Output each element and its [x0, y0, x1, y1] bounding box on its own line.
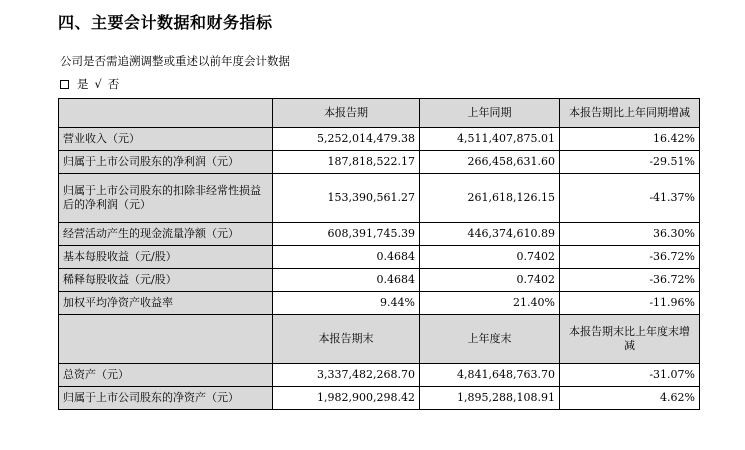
financial-indicators-table	[58, 98, 700, 410]
header-blank-cell	[59, 315, 273, 364]
choice-no-label: 否	[107, 77, 120, 91]
choice-yes-label: 是	[77, 77, 89, 91]
row-label: 总资产（元）	[59, 364, 273, 387]
row-label: 经营活动产生的现金流量净额（元）	[59, 223, 273, 246]
table-row	[59, 223, 700, 246]
header-change: 本报告期比上年同期增减	[560, 99, 700, 128]
current-value: 153,390,561.27	[273, 174, 420, 223]
prior-value: 1,895,288,108.91	[420, 387, 560, 410]
row-label: 稀释每股收益（元/股）	[59, 269, 273, 292]
current-value: 3,337,482,268.70	[273, 364, 420, 387]
prior-value: 261,618,126.15	[420, 174, 560, 223]
change-value: 36.30%	[560, 223, 700, 246]
header-prior-year-end: 上年度末	[420, 315, 560, 364]
change-value: 16.42%	[560, 128, 700, 151]
row-label: 加权平均净资产收益率	[59, 292, 273, 315]
section-heading: 四、主要会计数据和财务指标	[58, 13, 273, 32]
header-period-end: 本报告期末	[273, 315, 420, 364]
restatement-choice	[60, 76, 119, 92]
change-value: -36.72%	[560, 269, 700, 292]
header-current-period: 本报告期	[273, 99, 420, 128]
header-blank-cell	[59, 99, 273, 128]
table-row	[59, 292, 700, 315]
table-row	[59, 174, 700, 223]
row-label: 营业收入（元）	[59, 128, 273, 151]
current-value: 1,982,900,298.42	[273, 387, 420, 410]
table-header-row	[59, 315, 700, 364]
current-value: 9.44%	[273, 292, 420, 315]
checkbox-icon	[60, 80, 69, 89]
current-value: 187,818,522.17	[273, 151, 420, 174]
restatement-question: 公司是否需追溯调整或重述以前年度会计数据	[60, 54, 290, 68]
current-value: 5,252,014,479.38	[273, 128, 420, 151]
table-row	[59, 364, 700, 387]
prior-value: 21.40%	[420, 292, 560, 315]
check-mark-icon: √	[94, 77, 102, 91]
change-value: -11.96%	[560, 292, 700, 315]
change-value: 4.62%	[560, 387, 700, 410]
prior-value: 446,374,610.89	[420, 223, 560, 246]
current-value: 608,391,745.39	[273, 223, 420, 246]
table-row	[59, 151, 700, 174]
prior-value: 4,841,648,763.70	[420, 364, 560, 387]
prior-value: 266,458,631.60	[420, 151, 560, 174]
row-label: 归属于上市公司股东的净利润（元）	[59, 151, 273, 174]
row-label: 归属于上市公司股东的净资产（元）	[59, 387, 273, 410]
change-value: -41.37%	[560, 174, 700, 223]
prior-value: 4,511,407,875.01	[420, 128, 560, 151]
prior-value: 0.7402	[420, 269, 560, 292]
header-change: 本报告期末比上年度末增减	[560, 315, 700, 364]
change-value: -29.51%	[560, 151, 700, 174]
table-header-row	[59, 99, 700, 128]
table-row	[59, 387, 700, 410]
header-prior-period: 上年同期	[420, 99, 560, 128]
change-value: -31.07%	[560, 364, 700, 387]
table-row	[59, 246, 700, 269]
table-row	[59, 269, 700, 292]
current-value: 0.4684	[273, 246, 420, 269]
row-label: 基本每股收益（元/股）	[59, 246, 273, 269]
current-value: 0.4684	[273, 269, 420, 292]
prior-value: 0.7402	[420, 246, 560, 269]
row-label: 归属于上市公司股东的扣除非经常性损益后的净利润（元）	[59, 174, 273, 223]
change-value: -36.72%	[560, 246, 700, 269]
table-row	[59, 128, 700, 151]
